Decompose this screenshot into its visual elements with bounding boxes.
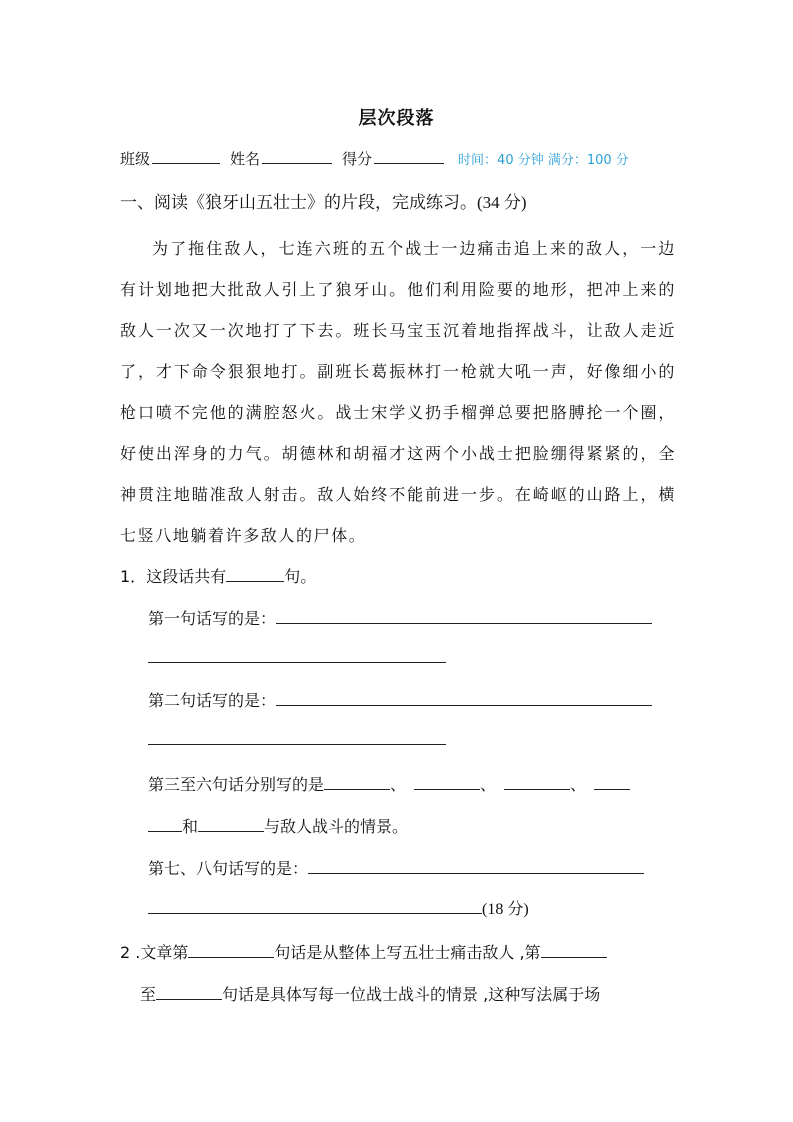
q1-part-3 [148,772,630,795]
q1-part-3-label: 第三至六句话分别写的是 [148,775,325,794]
class-blank[interactable] [152,149,220,164]
q1-part-1-label: 第一句话写的是： [148,609,277,628]
name-label: 姓名 [230,150,261,168]
score-blank[interactable] [374,149,444,164]
question-1-stem-end: 句。 [284,567,317,586]
q1-part-4 [148,856,644,879]
question-2-number: 2 . [120,943,141,962]
section-1-heading [120,188,527,213]
q1-part-4-label: 第七、八句话写的是： [148,859,309,878]
q1-part-3-blank-1[interactable] [324,775,390,790]
question-2-text-4: 句话是具体写每一位战士战斗的情景 ,这种写法属于场 [222,985,601,1004]
q1-part-2-cont [148,730,446,749]
page-title: 层次段落 [358,108,435,129]
question-1-stem: 这段话共有 [146,567,227,586]
q2-blank-1[interactable] [188,943,274,958]
student-info-line [120,148,629,169]
q1-part-3-blank-4[interactable] [594,775,630,790]
q1-part-3-cont [148,814,408,837]
q1-part-4-blank-2[interactable] [148,899,482,914]
section-1-title: 一、阅读《狼牙山五壮士》的片段，完成练习。 [120,193,477,213]
sentence-count-blank[interactable] [226,567,284,582]
question-2-text-2: 句话是从整体上写五壮士痛击敌人 ,第 [274,943,541,962]
q1-part-2 [148,688,652,711]
and-text: 和 [182,817,199,836]
q1-score: (18 分) [482,901,529,918]
passage-text: 为了拖住敌人，七连六班的五个战士一边痛击追上来的敌人，一边有计划地把大批敌人引上了狼牙山。他们利用险要的地形，把冲上来的敌人一次又一次地打了下去。班长马宝玉沉着地指挥战斗，让敌人走近了，才下命令狠狠地打。副班长葛振林打一枪就大吼一声，好像细小的枪口喷不完他的满腔怒火。战士宋学义扔手榴弹总要把胳膊抡一个圈，好使出浑身的力气。胡德林和胡福才这两个小战士把脸绷得紧紧的，全神贯注地瞄准敌人射击。敌人始终不能前进一步。在崎岖的山路上，横七竖八地躺着许多敌人的尸体。 [120,239,676,545]
time-score-info: 时间：40 分钟 满分：100 分 [458,153,629,168]
question-2-text-1: 文章第 [140,943,189,962]
q1-part-1-blank[interactable] [276,609,652,624]
separator: 、 [480,775,497,794]
q1-part-3-blank-2[interactable] [414,775,480,790]
q1-part-3-blank-5[interactable] [198,817,264,832]
section-1-score: (34 分) [477,193,527,212]
reading-passage [120,228,676,556]
q1-part-2-blank-2[interactable] [148,730,446,745]
name-blank[interactable] [262,149,332,164]
separator: 、 [390,775,407,794]
q2-blank-2[interactable] [541,943,607,958]
question-1-number: 1． [120,567,147,586]
q1-part-3-blank-4-cont[interactable] [148,817,182,832]
score-label: 得分 [342,150,373,168]
question-2-text-3: 至 [140,985,157,1004]
q1-part-2-label: 第二句话写的是： [148,691,277,710]
q1-part-3-blank-3[interactable] [504,775,570,790]
question-1 [120,564,316,587]
q1-part-4-cont [148,896,529,919]
q1-part-1-cont [148,648,446,667]
q1-part-1 [148,606,652,629]
question-2 [120,940,607,963]
separator: 、 [570,775,587,794]
q1-part-3-tail: 与敌人战斗的情景。 [264,817,409,836]
q2-blank-3[interactable] [156,985,222,1000]
q1-part-4-blank[interactable] [308,859,644,874]
q1-part-1-blank-2[interactable] [148,648,446,663]
class-label: 班级 [120,150,151,168]
question-2-cont [140,982,600,1005]
q1-part-2-blank[interactable] [276,691,652,706]
